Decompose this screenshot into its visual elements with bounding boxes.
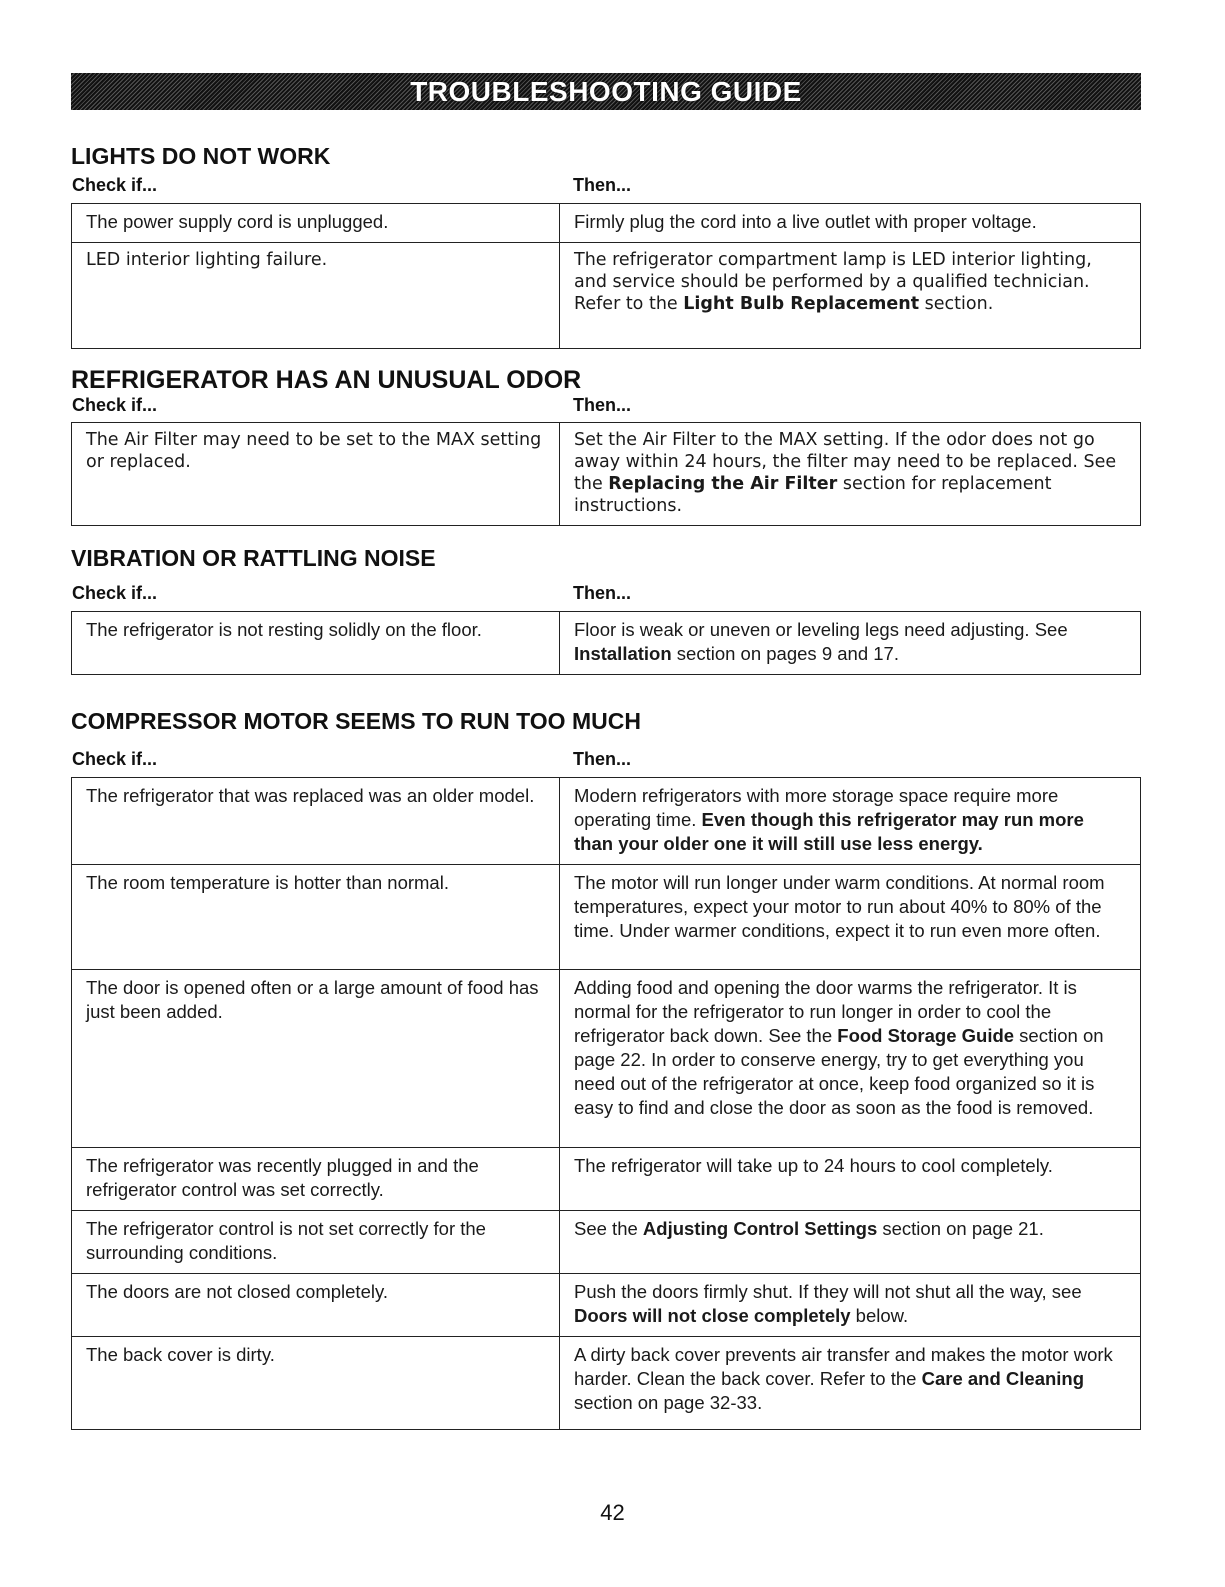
then-text: section on page 22. In order to conserve energy, try to get everything you need out of the refrigerator at once, keep food organized so it is easy to find and close the door as soon as the food is removed. — [574, 1025, 1104, 1118]
section-lights — [71, 143, 1141, 349]
then-cell — [560, 1211, 1141, 1274]
bold-reference: Even though this refrigerator may run more than your older one it will still use less energy. — [574, 809, 1084, 854]
column-headers — [71, 749, 1141, 770]
then-text: Set the Air Filter to the MAX setting. If the odor does not go away within 24 hours, the filter may need to be replaced. See the — [574, 430, 1117, 494]
check-cell: The doors are not closed completely. — [72, 1274, 560, 1337]
bold-reference: Food Storage Guide — [837, 1025, 1015, 1046]
then-cell — [560, 423, 1141, 526]
section-compressor — [71, 708, 1141, 1430]
then-text: section on pages 9 and 17. — [671, 643, 899, 664]
section-title: COMPRESSOR MOTOR SEEMS TO RUN TOO MUCH — [71, 708, 641, 734]
then-cell — [560, 970, 1141, 1148]
check-header: Check if... — [72, 749, 158, 769]
table-row — [72, 1337, 1141, 1430]
section-title: VIBRATION OR RATTLING NOISE — [71, 545, 436, 571]
section-title: LIGHTS DO NOT WORK — [71, 143, 331, 169]
then-cell — [560, 204, 1141, 243]
table-row — [72, 1148, 1141, 1211]
troubleshoot-table — [71, 203, 1141, 349]
table-row — [72, 778, 1141, 865]
bold-reference: Replacing the Air Filter — [608, 474, 838, 494]
table-row — [72, 1274, 1141, 1337]
table-row — [72, 243, 1141, 349]
then-text: A dirty back cover prevents air transfer and makes the motor work harder. Clean the back cover. Refer to the — [574, 1344, 1113, 1389]
check-cell: The refrigerator that was replaced was an older model. — [72, 778, 560, 865]
table-row — [72, 204, 1141, 243]
banner-title: TROUBLESHOOTING GUIDE — [410, 75, 802, 107]
check-cell: The back cover is dirty. — [72, 1337, 560, 1430]
then-text: section for replacement instructions. — [574, 474, 1052, 516]
bold-reference: Care and Cleaning — [921, 1368, 1085, 1389]
then-text: Adding food and opening the door warms the refrigerator. It is normal for the refrigerator to run longer in order to cool the refrigerator back down. See the — [574, 977, 1077, 1046]
then-text: Firmly plug the cord into a live outlet with proper voltage. — [574, 211, 1037, 232]
then-cell — [560, 1337, 1141, 1430]
table-row — [72, 970, 1141, 1148]
bold-reference: Adjusting Control Settings — [642, 1218, 878, 1239]
check-header: Check if... — [72, 583, 158, 603]
then-text: The refrigerator compartment lamp is LED interior lighting, and service should be performed by a qualified technician. Refer to the — [574, 250, 1092, 314]
then-cell — [560, 243, 1141, 349]
column-headers — [71, 583, 1141, 604]
bold-reference: Light Bulb Replacement — [683, 294, 920, 314]
table-row — [72, 1211, 1141, 1274]
then-text: Floor is weak or uneven or leveling legs need adjusting. See — [574, 619, 1068, 640]
then-text: section on page 32-33. — [574, 1392, 763, 1413]
check-cell: The refrigerator was recently plugged in and the refrigerator control was set correctly. — [72, 1148, 560, 1211]
column-headers — [71, 175, 1141, 196]
then-cell — [560, 612, 1141, 675]
check-cell: The refrigerator control is not set correctly for the surrounding conditions. — [72, 1211, 560, 1274]
then-cell — [560, 778, 1141, 865]
check-cell: LED interior lighting failure. — [72, 243, 560, 349]
troubleshoot-table — [71, 777, 1141, 1430]
then-text: section on page 21. — [877, 1218, 1044, 1239]
troubleshoot-table — [71, 611, 1141, 675]
troubleshoot-table — [71, 422, 1141, 526]
check-cell: The Air Filter may need to be set to the MAX setting or replaced. — [72, 423, 560, 526]
check-cell: The room temperature is hotter than normal. — [72, 865, 560, 970]
bold-reference: Installation — [574, 643, 672, 664]
then-text: The refrigerator will take up to 24 hours to cool completely. — [574, 1155, 1053, 1176]
then-header: Then... — [573, 175, 631, 195]
check-cell: The refrigerator is not resting solidly on the floor. — [72, 612, 560, 675]
then-text: below. — [850, 1305, 909, 1326]
then-text: The motor will run longer under warm conditions. At normal room temperatures, expect your motor to run about 40% to 80% of the time. Under warmer conditions, expect it to run even more often. — [574, 872, 1105, 941]
then-header: Then... — [573, 749, 631, 769]
then-cell — [560, 1274, 1141, 1337]
column-headers — [71, 395, 1141, 416]
then-text: section. — [919, 294, 994, 314]
section-vibration — [71, 545, 1141, 675]
then-header: Then... — [573, 583, 631, 603]
check-cell: The power supply cord is unplugged. — [72, 204, 560, 243]
page-number: 42 — [600, 1500, 625, 1525]
guide-banner — [71, 73, 1141, 110]
then-cell — [560, 865, 1141, 970]
bold-reference: Doors will not close completely — [574, 1305, 851, 1326]
then-cell — [560, 1148, 1141, 1211]
then-text: Push the doors firmly shut. If they will not shut all the way, see — [574, 1281, 1082, 1302]
table-row — [72, 423, 1141, 526]
then-text: Modern refrigerators with more storage space require more operating time. — [574, 785, 1059, 830]
table-row — [72, 612, 1141, 675]
table-row — [72, 865, 1141, 970]
then-header: Then... — [573, 395, 631, 415]
then-text: See the — [574, 1218, 643, 1239]
check-header: Check if... — [72, 395, 158, 415]
check-cell: The door is opened often or a large amount of food has just been added. — [72, 970, 560, 1148]
section-odor — [71, 366, 1141, 526]
check-header: Check if... — [72, 175, 158, 195]
section-title: REFRIGERATOR HAS AN UNUSUAL ODOR — [71, 366, 582, 394]
